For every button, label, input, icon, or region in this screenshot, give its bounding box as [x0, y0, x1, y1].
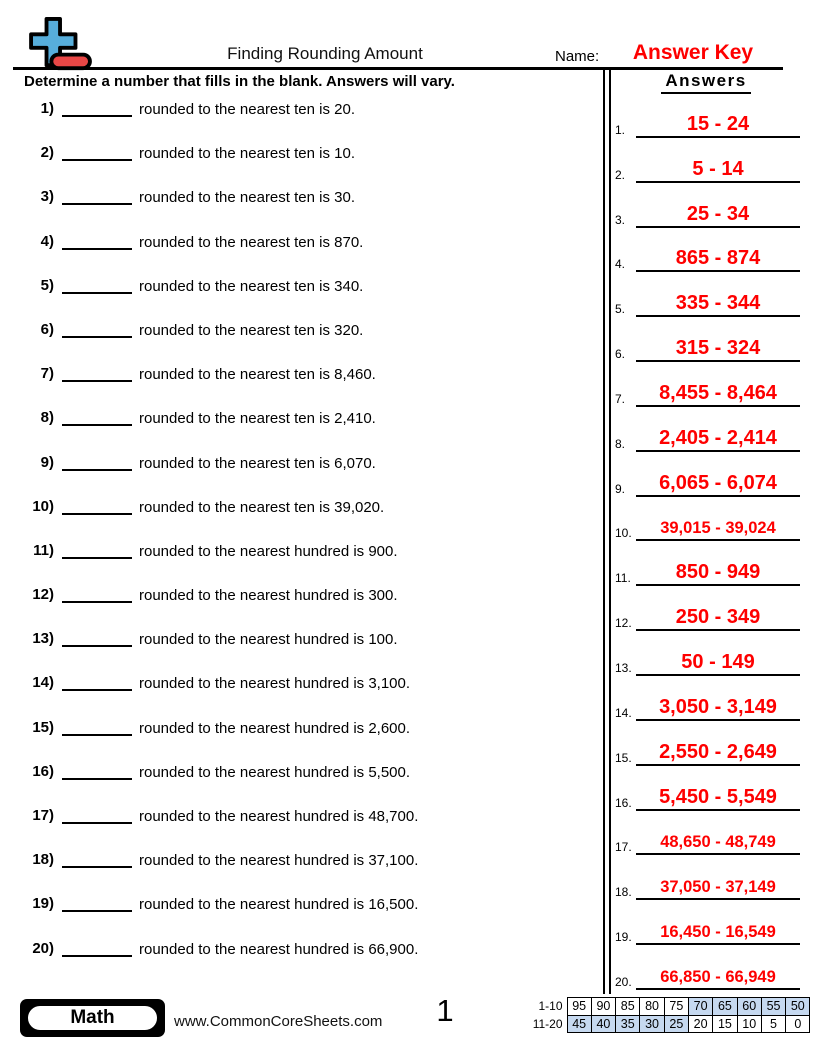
answer-value: 850 - 949	[675, 561, 761, 584]
header-rule	[13, 67, 783, 70]
answer-line	[636, 607, 800, 631]
answer-line	[636, 969, 800, 990]
question-number: 7)	[40, 365, 54, 383]
answer-blank	[62, 365, 132, 382]
answer-value: 48,650 - 48,749	[660, 833, 776, 852]
question-number: 12)	[32, 586, 54, 604]
answer-number: 9.	[615, 481, 626, 496]
answer-line	[636, 742, 800, 766]
subject-badge	[20, 999, 165, 1037]
website-url: www.CommonCoreSheets.com	[174, 1013, 383, 1030]
answer-row	[611, 679, 806, 724]
question-text: rounded to the nearest ten is 8,460.	[139, 366, 376, 384]
question-row	[24, 96, 599, 140]
answer-value: 250 - 349	[675, 606, 761, 629]
score-row-1-10	[531, 998, 810, 1016]
score-row-label: 1-10	[538, 999, 563, 1014]
question-number: 17)	[32, 807, 54, 824]
answer-row	[611, 544, 806, 589]
question-text: rounded to the nearest ten is 20.	[139, 101, 355, 118]
question-row	[24, 361, 599, 405]
answer-line	[636, 652, 800, 676]
answer-number: 5.	[615, 302, 626, 317]
answer-line	[636, 293, 800, 317]
question-row	[24, 936, 599, 980]
answer-line	[636, 473, 800, 497]
question-text: rounded to the nearest hundred is 900.	[139, 542, 398, 560]
answer-row	[611, 814, 806, 859]
score-cell: 35	[616, 1015, 640, 1033]
question-row	[24, 140, 599, 184]
answer-row	[611, 186, 806, 231]
answer-row	[611, 365, 806, 410]
answer-line	[636, 428, 800, 452]
answer-line	[636, 562, 800, 586]
answer-key-label: Answer Key	[632, 41, 754, 64]
answer-line	[636, 383, 800, 407]
question-row	[24, 450, 599, 494]
question-row	[24, 759, 599, 803]
answer-number: 11.	[615, 571, 631, 586]
answer-line	[636, 114, 800, 138]
question-text: rounded to the nearest hundred is 5,500.	[139, 763, 411, 781]
question-text: rounded to the nearest hundred is 3,100.	[139, 675, 411, 693]
answer-blank	[62, 630, 132, 647]
answer-number: 14.	[615, 705, 632, 720]
question-row	[24, 184, 599, 228]
question-number: 16)	[32, 762, 54, 780]
score-cell: 65	[713, 998, 737, 1016]
name-label: Name:	[555, 48, 600, 65]
answer-row	[611, 500, 806, 545]
question-row	[24, 273, 599, 317]
score-cell: 60	[737, 998, 761, 1016]
answer-row	[611, 903, 806, 948]
question-row	[24, 626, 599, 670]
question-number: 15)	[32, 718, 54, 736]
answer-line	[636, 924, 800, 945]
question-number: 14)	[32, 674, 54, 692]
answer-value: 2,405 - 2,414	[659, 426, 777, 449]
answer-blank	[62, 233, 132, 250]
question-number: 20)	[32, 939, 54, 957]
question-text: rounded to the nearest hundred is 2,600.	[139, 719, 411, 737]
score-row-11-20	[531, 1015, 810, 1033]
question-number: 10)	[32, 497, 54, 515]
answer-number: 18.	[615, 885, 632, 900]
answer-blank	[62, 807, 132, 824]
question-text: rounded to the nearest ten is 340.	[139, 277, 364, 295]
question-number: 1)	[40, 100, 54, 117]
answer-line	[636, 834, 800, 855]
question-number: 13)	[32, 630, 54, 648]
answer-line	[636, 204, 800, 228]
score-cell: 90	[591, 998, 615, 1016]
question-text: rounded to the nearest ten is 870.	[139, 233, 364, 251]
score-cell: 30	[640, 1015, 664, 1033]
score-cell: 45	[567, 1015, 591, 1033]
answer-number: 8.	[615, 436, 626, 451]
score-table	[531, 997, 810, 1033]
question-row	[24, 494, 599, 538]
answer-value: 16,450 - 16,549	[660, 923, 776, 942]
answer-blank	[62, 100, 132, 117]
answer-row	[611, 455, 806, 500]
question-row	[24, 891, 599, 935]
question-text: rounded to the nearest hundred is 100.	[139, 631, 398, 649]
answer-value: 5 - 14	[692, 157, 744, 180]
question-row	[24, 317, 599, 361]
answer-number: 1.	[615, 122, 626, 137]
question-text: rounded to the nearest ten is 6,070.	[139, 454, 376, 472]
question-list	[24, 96, 599, 980]
answer-row	[611, 858, 806, 903]
question-text: rounded to the nearest ten is 39,020.	[139, 498, 385, 516]
answer-value: 2,550 - 2,649	[659, 740, 777, 763]
answer-row	[611, 96, 806, 141]
answer-blank	[62, 940, 132, 957]
page-number: 1	[436, 993, 454, 1028]
instruction-text: Determine a number that fills in the blank. Answers will vary.	[24, 73, 455, 90]
answer-number: 16.	[615, 795, 632, 810]
question-row	[24, 229, 599, 273]
answers-list	[611, 96, 806, 993]
question-number: 18)	[32, 851, 54, 869]
answer-value: 315 - 324	[675, 337, 761, 360]
answer-value: 15 - 24	[686, 112, 750, 135]
score-cell: 5	[761, 1015, 785, 1033]
answer-blank	[62, 586, 132, 603]
question-text: rounded to the nearest hundred is 300.	[139, 587, 398, 605]
answer-blank	[62, 763, 132, 780]
subject-badge-pill	[26, 1004, 159, 1032]
score-cell: 40	[591, 1015, 615, 1033]
question-text: rounded to the nearest hundred is 66,900.	[139, 940, 419, 958]
answers-column-header: Answers	[611, 71, 801, 94]
score-cell: 25	[664, 1015, 688, 1033]
score-cell: 75	[664, 998, 688, 1016]
question-number: 6)	[40, 320, 54, 338]
question-row	[24, 715, 599, 759]
answer-line	[636, 879, 800, 900]
question-text: rounded to the nearest ten is 10.	[139, 145, 355, 163]
answer-number: 3.	[615, 212, 626, 227]
answer-blank	[62, 674, 132, 691]
answer-blank	[62, 144, 132, 161]
answer-row	[611, 634, 806, 679]
question-row	[24, 803, 599, 847]
answer-number: 2.	[615, 167, 626, 182]
score-cell: 80	[640, 998, 664, 1016]
answer-value: 865 - 874	[675, 247, 761, 270]
score-cell: 20	[688, 1015, 712, 1033]
question-number: 2)	[40, 144, 54, 162]
answer-row	[611, 948, 806, 993]
answer-blank	[62, 719, 132, 736]
column-divider	[603, 70, 611, 994]
score-cell: 70	[688, 998, 712, 1016]
answer-row	[611, 769, 806, 814]
question-row	[24, 847, 599, 891]
answer-blank	[62, 895, 132, 912]
question-number: 4)	[40, 232, 54, 250]
question-number: 3)	[40, 188, 54, 206]
answer-row	[611, 724, 806, 769]
score-cell: 85	[616, 998, 640, 1016]
page-title: Finding Rounding Amount	[227, 44, 423, 63]
answer-value: 39,015 - 39,024	[660, 519, 776, 538]
answer-row	[611, 410, 806, 455]
question-text: rounded to the nearest ten is 320.	[139, 321, 364, 339]
answer-line	[636, 787, 800, 811]
score-cell: 10	[737, 1015, 761, 1033]
question-number: 5)	[40, 276, 54, 294]
answer-number: 13.	[615, 660, 632, 675]
question-row	[24, 405, 599, 449]
score-cell: 0	[786, 1015, 810, 1033]
answer-value: 25 - 34	[686, 202, 750, 225]
question-row	[24, 670, 599, 714]
question-text: rounded to the nearest hundred is 16,500.	[139, 896, 419, 914]
answer-value: 8,455 - 8,464	[659, 381, 777, 404]
answer-number: 12.	[615, 616, 632, 631]
answer-value: 37,050 - 37,149	[660, 878, 776, 897]
answer-blank	[62, 454, 132, 471]
answer-number: 6.	[615, 347, 626, 362]
answer-number: 4.	[615, 257, 626, 272]
answer-line	[636, 248, 800, 272]
question-number: 9)	[40, 453, 54, 471]
answer-number: 19.	[615, 930, 632, 945]
answer-blank	[62, 498, 132, 515]
answer-row	[611, 589, 806, 634]
question-number: 8)	[40, 409, 54, 427]
answer-row	[611, 231, 806, 276]
answer-value: 3,050 - 3,149	[659, 695, 777, 718]
answer-number: 17.	[615, 840, 632, 855]
answer-blank	[62, 277, 132, 294]
score-cell: 15	[713, 1015, 737, 1033]
score-row-label: 11-20	[532, 1016, 563, 1031]
answer-blank	[62, 409, 132, 426]
answer-row	[611, 320, 806, 365]
answer-value: 5,450 - 5,549	[659, 785, 777, 808]
score-cell: 95	[567, 998, 591, 1016]
score-cell: 50	[786, 998, 810, 1016]
answer-row	[611, 275, 806, 320]
subject-label: Math	[70, 1007, 115, 1028]
answer-line	[636, 520, 800, 541]
answer-number: 7.	[615, 391, 626, 406]
question-number: 19)	[32, 895, 54, 913]
score-cell: 55	[761, 998, 785, 1016]
question-text: rounded to the nearest hundred is 37,100.	[139, 852, 419, 870]
question-text: rounded to the nearest ten is 2,410.	[139, 410, 376, 428]
answer-line	[636, 338, 800, 362]
answer-number: 15.	[615, 750, 632, 765]
answer-number: 10.	[615, 526, 632, 541]
answer-line	[636, 697, 800, 721]
answer-blank	[62, 851, 132, 868]
answer-blank	[62, 542, 132, 559]
answer-value: 50 - 149	[681, 650, 755, 673]
question-row	[24, 538, 599, 582]
answer-value: 66,850 - 66,949	[660, 967, 776, 986]
answer-line	[636, 159, 800, 183]
answer-blank	[62, 188, 132, 205]
answer-number: 20.	[615, 974, 632, 989]
answer-value: 335 - 344	[675, 292, 761, 315]
answer-value: 6,065 - 6,074	[659, 471, 777, 494]
answer-blank	[62, 321, 132, 338]
question-text: rounded to the nearest ten is 30.	[139, 189, 355, 207]
answer-row	[611, 141, 806, 186]
question-row	[24, 582, 599, 626]
question-number: 11)	[33, 541, 54, 559]
question-text: rounded to the nearest hundred is 48,700.	[139, 808, 419, 825]
